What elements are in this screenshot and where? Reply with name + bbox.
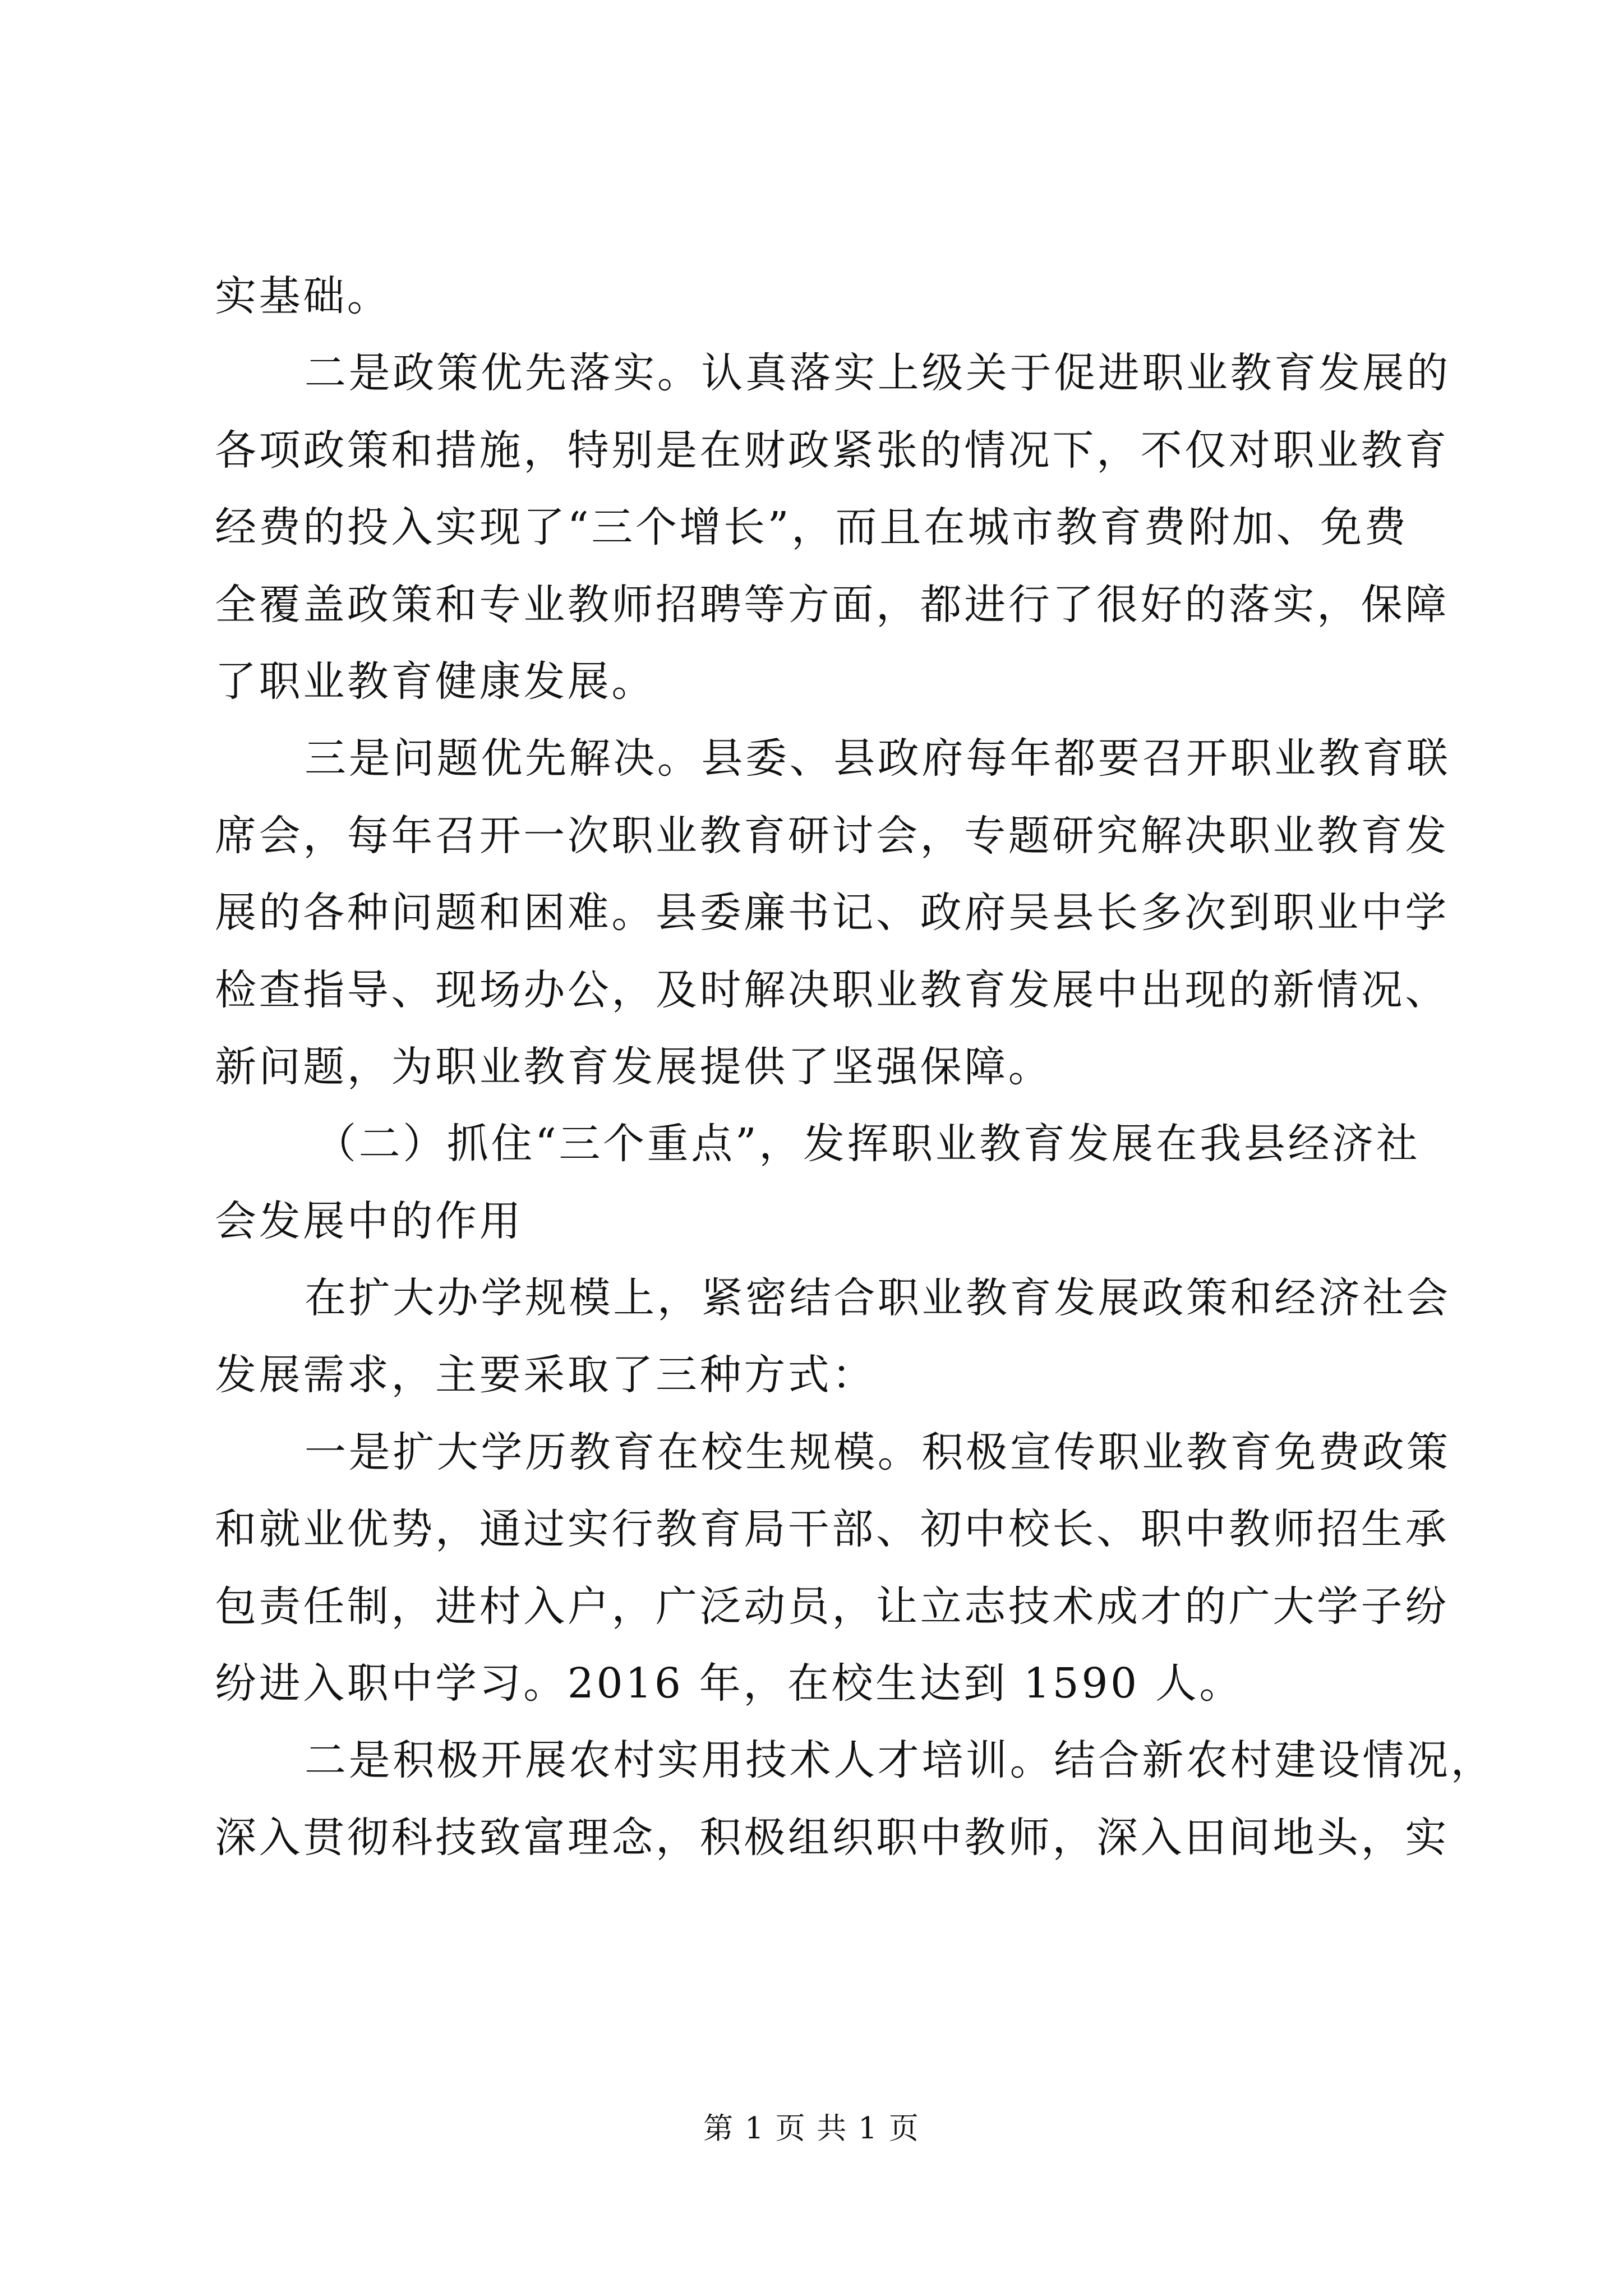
document-body [215, 258, 1495, 1876]
text-line: 新问题，为职业教育发展提供了坚强保障。 [215, 1042, 1053, 1091]
text-line: 三是问题优先解决。县委、县政府每年都要召开职业教育联 [305, 734, 1451, 783]
text-line: 二是积极开展农村实用技术人才培训。结合新农村建设情况， [305, 1736, 1495, 1785]
section-heading-continued: 会发展中的作用 [215, 1197, 524, 1245]
text-line: 实基础。 [215, 272, 391, 320]
text-line: 展的各种问题和困难。县委廉书记、政府吴县长多次到职业中学 [215, 889, 1449, 937]
text-line: 一是扩大学历教育在校生规模。积极宣传职业教育免费政策 [305, 1428, 1451, 1476]
section-heading: （二）抓住“三个重点”，发挥职业教育发展在我县经济社 [315, 1120, 1421, 1168]
text-line: 包责任制，进村入户，广泛动员，让立志技术成才的广大学子纷 [215, 1582, 1449, 1631]
text-line: 各项政策和措施，特别是在财政紧张的情况下，不仅对职业教育 [215, 426, 1449, 475]
text-line: 和就业优势，通过实行教育局干部、初中校长、职中教师招生承 [215, 1505, 1449, 1554]
text-line: 了职业教育健康发展。 [215, 657, 656, 706]
text-line: 纷进入职中学习。2016 年，在校生达到 1590 人。 [215, 1659, 1244, 1708]
text-line: 席会，每年召开一次职业教育研讨会，专题研究解决职业教育发 [215, 811, 1449, 860]
text-line: 经费的投入实现了“三个增长”，而且在城市教育费附加、免费 [215, 503, 1409, 552]
text-line: 全覆盖政策和专业教师招聘等方面，都进行了很好的落实，保障 [215, 580, 1449, 629]
text-line: 二是政策优先落实。认真落实上级关于促进职业教育发展的 [305, 349, 1451, 398]
text-line: 发展需求，主要采取了三种方式： [215, 1351, 876, 1400]
text-line: 深入贯彻科技致富理念，积极组织职中教师，深入田间地头，实 [215, 1813, 1449, 1862]
text-line: 检查指导、现场办公，及时解决职业教育发展中出现的新情况、 [215, 965, 1449, 1014]
text-line: 在扩大办学规模上，紧密结合职业教育发展政策和经济社会 [305, 1274, 1451, 1323]
page-footer: 第 1 页 共 1 页 [703, 2111, 920, 2146]
